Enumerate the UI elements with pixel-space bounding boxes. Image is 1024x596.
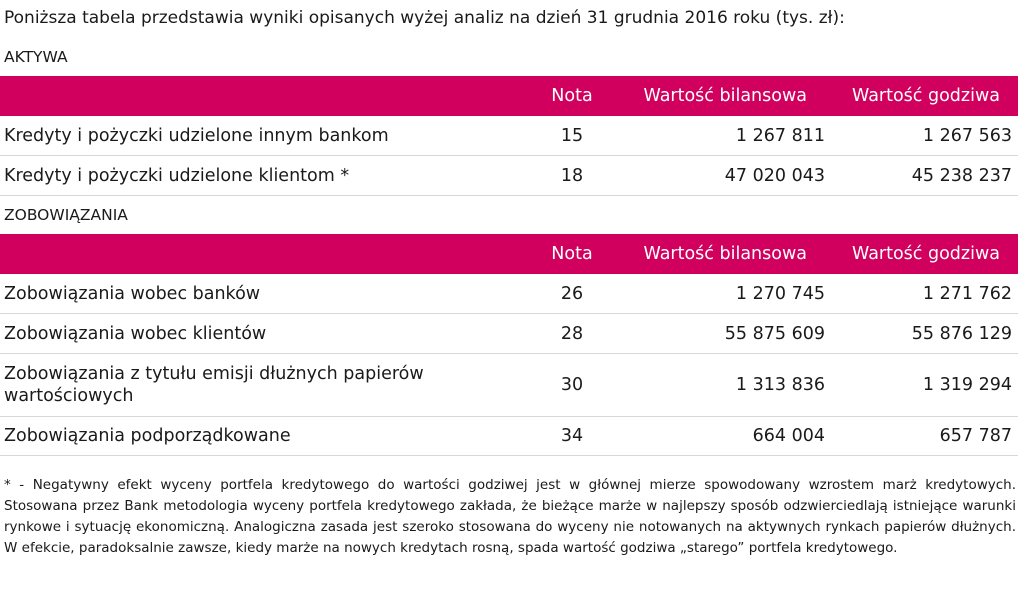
row-label: Zobowiązania podporządkowane (0, 417, 520, 456)
assets-header-nota: Nota (551, 86, 593, 106)
row-label: Zobowiązania wobec banków (0, 274, 520, 314)
row-nota: 15 (520, 116, 624, 156)
row-godziwa: 1 267 563 (831, 116, 1018, 156)
liabilities-section-title: ZOBOWIĄZANIA (4, 206, 128, 224)
row-bilansowa: 1 313 836 (624, 354, 831, 417)
row-nota: 30 (520, 354, 624, 417)
row-godziwa: 1 271 762 (831, 274, 1018, 314)
row-bilansowa: 664 004 (624, 417, 831, 456)
liabilities-header-bilansowa: Wartość bilansowa (643, 244, 807, 264)
footnote: * - Negatywny efekt wyceny portfela kredytowego do wartości godziwej jest w głównej mierze spowodowany wzrostem marż kredytowych. Stosowana przez Bank metodologia wyceny portfela kredytowego zakłada, że bieżące marże w najlepszy sposób odzwierciedlają istniejące warunki rynkowe i sytuację ekonomiczną. Analogiczna zasada jest szeroko stosowana do wyceny nie notowanych na aktywnych rynkach papierów dłużnych. W efekcie, paradoksalnie zawsze, kiedy marże na nowych kredytach rosną, spada wartość godziwa „starego” portfela kredytowego. (4, 477, 1016, 556)
row-label: Zobowiązania z tytułu emisji dłużnych papierów wartościowych (0, 354, 520, 417)
liabilities-header-row (0, 234, 1018, 274)
row-bilansowa: 1 270 745 (624, 274, 831, 314)
table-row (0, 314, 1018, 354)
table-row (0, 417, 1018, 456)
table-row (0, 354, 1018, 417)
row-nota: 26 (520, 274, 624, 314)
row-bilansowa: 1 267 811 (624, 116, 831, 156)
row-nota: 28 (520, 314, 624, 354)
assets-header-godziwa: Wartość godziwa (852, 86, 1000, 106)
row-godziwa: 1 319 294 (831, 354, 1018, 417)
row-label: Kredyty i pożyczki udzielone innym bankom (0, 116, 520, 156)
assets-header-row (0, 76, 1018, 116)
assets-section-title: AKTYWA (4, 48, 68, 66)
intro-text: Poniższa tabela przedstawia wyniki opisanych wyżej analiz na dzień 31 grudnia 2016 roku (tys. zł): (4, 8, 845, 28)
assets-header-label (0, 76, 520, 116)
liabilities-header-godziwa: Wartość godziwa (852, 244, 1000, 264)
liabilities-header-label (0, 234, 520, 274)
row-bilansowa: 47 020 043 (624, 156, 831, 196)
row-godziwa: 45 238 237 (831, 156, 1018, 196)
table-row (0, 274, 1018, 314)
row-godziwa: 657 787 (831, 417, 1018, 456)
row-bilansowa: 55 875 609 (624, 314, 831, 354)
row-godziwa: 55 876 129 (831, 314, 1018, 354)
assets-table (0, 76, 1018, 196)
table-row (0, 156, 1018, 196)
assets-header-bilansowa: Wartość bilansowa (643, 86, 807, 106)
table-row (0, 116, 1018, 156)
row-nota: 18 (520, 156, 624, 196)
row-label: Kredyty i pożyczki udzielone klientom * (0, 156, 520, 196)
row-label: Zobowiązania wobec klientów (0, 314, 520, 354)
liabilities-table (0, 234, 1018, 456)
row-nota: 34 (520, 417, 624, 456)
liabilities-header-nota: Nota (551, 244, 593, 264)
